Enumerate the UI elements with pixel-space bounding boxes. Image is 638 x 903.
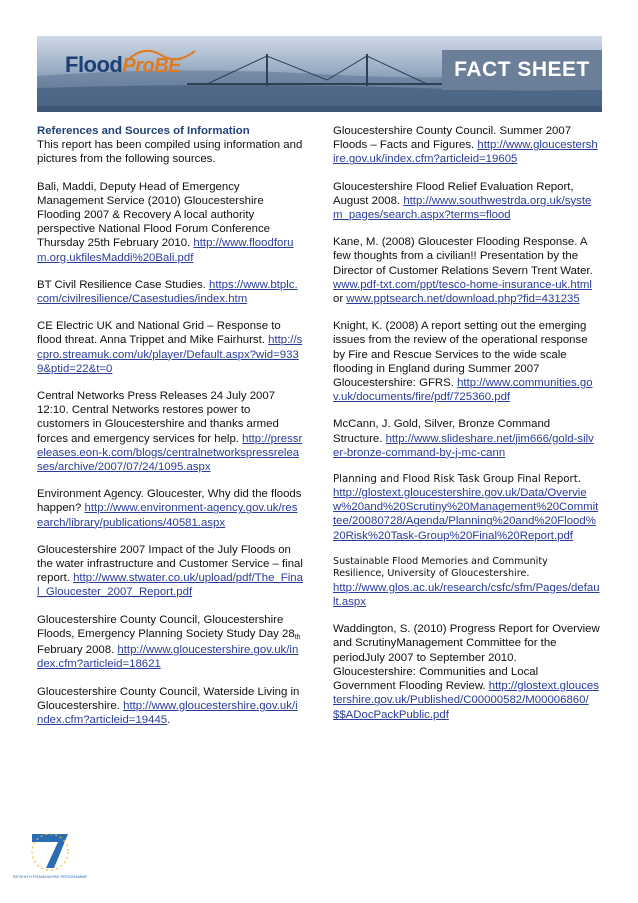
reference-link-2[interactable]: www.pptsearch.net/download.php?fid=431235: [346, 293, 580, 306]
section-heading: References and Sources of Information: [37, 125, 250, 137]
logo-accent-text: ProBE: [122, 55, 181, 77]
reference-link[interactable]: http://www.floodforum.org.ukfilesMaddi%20Bali.pdf: [37, 237, 294, 264]
logo-main-text: Flood: [65, 52, 123, 77]
reference-text: Sustainable Flood Memories and Community Resilience, University of Gloucestershire.: [333, 555, 548, 580]
reference-text: Kane, M. (2008) Gloucester Flooding Response. A few thoughts from a civilian!! Presentation by the Director of Customer Relations Severn Trent Water.: [333, 236, 593, 277]
reference-text: Knight, K. (2008) A report setting out the emerging issues from the review of the operational response by Fire and Rescue Services to the wide scale flooding in England during Summer 2007 Gloucestershire: GFRS.: [333, 320, 588, 390]
intro-paragraph: This report has been compiled using information and pictures from the following sources.: [37, 139, 303, 166]
reference-link[interactable]: http://glostext.gloucestershire.gov.uk/Published/C00000582/M00006860/$$ADocPackPublic.pdf: [333, 680, 599, 721]
reference-period: .: [167, 713, 171, 726]
left-column: [37, 124, 303, 740]
reference-entry: [333, 556, 600, 609]
reference-entry: [37, 278, 303, 306]
ordinal-suffix: th: [294, 633, 301, 641]
reference-link[interactable]: www.pdf-txt.com/ppt/tesco-home-insurance-uk.html: [333, 278, 592, 291]
reference-link[interactable]: http://www.environment-agency.gov.uk/research/library/publications/40581.aspx: [37, 502, 298, 529]
reference-link[interactable]: http://pressreleases.eon-k.com/blogs/centralnetworkspressreleases/archive/2007/07/24/1095.aspx: [37, 432, 303, 474]
header-banner: [37, 36, 602, 112]
reference-link[interactable]: http://www.slideshare.net/jim666/gold-silver-bronze-command-by-j-mc-cann: [333, 432, 594, 459]
right-column: [333, 124, 600, 735]
reference-entry: [37, 319, 303, 376]
reference-text: BT Civil Resilience Case Studies.: [37, 278, 206, 291]
reference-link[interactable]: http://glostext.gloucestershire.gov.uk/Data/Overview%20and%20Scrutiny%20Management%20Committee/20080728/Agenda/Planning%20and%20Flood%20Risk%20Task-Group%20Final%20Report.pdf: [333, 487, 599, 542]
reference-entry: [37, 487, 303, 530]
reference-link[interactable]: http://www.communities.gov.uk/documents/fire/pdf/725360.pdf: [333, 377, 593, 404]
reference-link[interactable]: http://www.gloucestershire.gov.uk/index.cfm?articleid=19445: [37, 699, 298, 726]
reference-link[interactable]: http://www.glos.ac.uk/research/csfc/sfm/Pages/default.aspx: [333, 581, 600, 609]
reference-text: Gloucestershire Flood Relief Evaluation Report, August 2008.: [333, 180, 574, 207]
reference-text: Planning and Flood Risk Task Group Final Report.: [333, 474, 581, 486]
reference-text: Gloucestershire County Council, Gloucestershire Floods, Emergency Planning Society Study Day 28: [37, 613, 295, 640]
reference-entry: [333, 417, 600, 460]
reference-link[interactable]: http://www.stwater.co.uk/upload/pdf/The_Final_Gloucester_2007_Report.pdf: [37, 572, 303, 599]
reference-text: Waddington, S. (2010) Progress Report for Overview and ScrutinyManagement Committee for the periodJuly 2007 to September 2010. Gloucestershire: Communities and Local Government Flooding Review.: [333, 623, 600, 693]
reference-entry: [333, 124, 600, 167]
reference-link[interactable]: http://scpro.streamuk.com/uk/player/Default.aspx?wid=9339&ptid=22&t=0: [37, 334, 303, 375]
reference-link[interactable]: http://www.southwestrda.org.uk/system_pages/search.aspx?terms=flood: [333, 194, 592, 222]
reference-link[interactable]: http://www.gloucestershire.gov.uk/index.cfm?articleid=19605: [333, 139, 598, 166]
reference-entry: [333, 622, 600, 721]
reference-or: or: [333, 293, 347, 306]
reference-entry: [37, 389, 303, 474]
fp7-logo-text: SEVENTH FRAMEWORK PROGRAMME: [12, 874, 88, 879]
reference-text-cont: February 2008.: [37, 644, 115, 657]
reference-entry: [37, 685, 303, 728]
reference-link[interactable]: https://www.btplc.com/civilresilience/Casestudies/index.htm: [37, 278, 298, 306]
fact-sheet-label: FACT SHEET: [442, 50, 602, 90]
reference-text: Gloucestershire County Council, Waterside Living in Gloucestershire.: [37, 685, 300, 712]
reference-entry: [333, 473, 600, 543]
header-bottom-bar: [37, 106, 602, 112]
logo-wave-icon: [127, 41, 197, 63]
reference-text: Bali, Maddi, Deputy Head of Emergency Management Service (2010) Gloucestershire Flooding 2007 & Recovery A local authority perspective National Flood Forum Conference Thursday 25th February 2010.: [37, 180, 270, 250]
reference-entry: [333, 319, 600, 404]
fp7-logo: [12, 828, 88, 884]
reference-entry: [333, 180, 600, 223]
reference-text: CE Electric UK and National Grid – Response to flood threat. Anna Trippet and Mike Fairhurst.: [37, 320, 281, 347]
reference-link[interactable]: http://www.gloucestershire.gov.uk/index.cfm?articleid=18621: [37, 644, 299, 671]
reference-entry: [37, 180, 303, 265]
reference-text: McCann, J. Gold, Silver, Bronze Command Structure.: [333, 418, 551, 445]
reference-text: Central Networks Press Releases 24 July 2007 12:10. Central Networks restores power to customers in Gloucestershire and thanks armed forces and emergency services for help.: [37, 390, 279, 445]
reference-text: Gloucestershire County Council. Summer 2007 Floods – Facts and Figures.: [333, 125, 572, 152]
reference-text: Gloucestershire 2007 Impact of the July Floods on the water infrastructure and Customer Service – final report.: [37, 543, 303, 585]
reference-entry: [37, 543, 303, 600]
reference-entry: [333, 235, 600, 306]
reference-text: Environment Agency. Gloucester, Why did the floods happen?: [37, 488, 302, 515]
reference-entry: [37, 613, 303, 672]
